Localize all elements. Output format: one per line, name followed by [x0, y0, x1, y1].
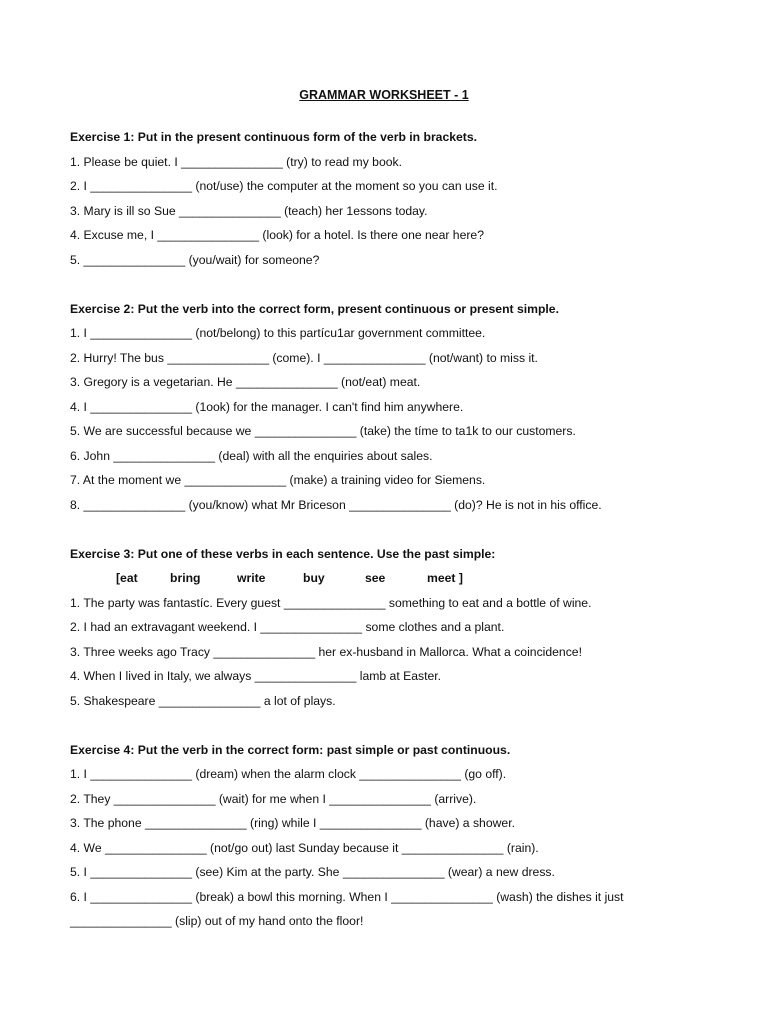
exercise-1: [70, 125, 728, 272]
exercise-heading: Exercise 4: Put the verb in the correct form: past simple or past continuous.: [70, 742, 511, 757]
exercise-line: 5. We are successful because we _______________ (take) the tíme to ta1k to our customers.: [70, 424, 576, 438]
exercise-line: 2. Hurry! The bus _______________ (come). I _______________ (not/want) to miss it.: [70, 350, 538, 365]
exercise-2: [70, 297, 728, 518]
exercise-3: [70, 542, 728, 714]
exercise-line: 3. The phone _______________ (ring) while I _______________ (have) a shower.: [70, 816, 515, 830]
exercise-line: 1. I _______________ (not/belong) to this partícu1ar government committee.: [70, 326, 486, 340]
exercise-line: 3. Mary is ill so Sue _______________ (teach) her 1essons today.: [70, 203, 428, 218]
exercise-line: 5. I _______________ (see) Kim at the party. She _______________ (wear) a new dress.: [70, 865, 555, 879]
section-gap: [70, 517, 728, 542]
exercise-4: [70, 738, 728, 934]
exercise-line: 3. Three weeks ago Tracy _______________ her ex-husband in Mallorca. What a coincidence!: [70, 644, 582, 659]
verb-bank-word: see: [365, 571, 386, 585]
verb-bank: [70, 566, 728, 591]
exercise-heading: Exercise 1: Put in the present continuous form of the verb in brackets.: [70, 130, 478, 144]
exercise-line: 6. I _______________ (break) a bowl this morning. When I _______________ (wash) the dishes it just: [70, 889, 624, 904]
exercise-line: 2. I had an extravagant weekend. I _______________ some clothes and a plant.: [70, 620, 505, 634]
verb-bank-word: [eat: [116, 571, 138, 585]
exercise-line: 1. I _______________ (dream) when the alarm clock _______________ (go off).: [70, 767, 507, 781]
exercise-line: 5. _______________ (you/wait) for someone?: [70, 252, 320, 267]
verb-bank-word: write: [237, 571, 266, 585]
section-gap: [70, 713, 728, 738]
exercise-line: 1. The party was fantastíc. Every guest _______________ something to eat and a bottle of wine.: [70, 595, 592, 610]
exercise-line: 5. Shakespeare _______________ a lot of plays.: [70, 693, 336, 708]
exercise-line: 4. I _______________ (1ook) for the manager. I can't find him anywhere.: [70, 399, 464, 414]
verb-bank-word: bring: [170, 571, 201, 585]
exercise-heading: Exercise 2: Put the verb into the correct form, present continuous or present simple.: [70, 301, 559, 316]
exercise-heading: Exercise 3: Put one of these verbs in each sentence. Use the past simple:: [70, 546, 496, 561]
exercise-line: 2. They _______________ (wait) for me when I _______________ (arrive).: [70, 791, 477, 806]
exercise-line: 4. We _______________ (not/go out) last Sunday because it _______________ (rain).: [70, 840, 539, 855]
exercise-line: 2. I _______________ (not/use) the computer at the moment so you can use it.: [70, 179, 498, 193]
verb-bank-word: meet ]: [427, 571, 463, 585]
exercise-line: 4. When I lived in Italy, we always _______________ lamb at Easter.: [70, 669, 442, 683]
section-gap: [70, 272, 728, 297]
exercise-line: 1. Please be quiet. I _______________ (try) to read my book.: [70, 154, 402, 169]
page-title: GRAMMAR WORKSHEET - 1: [299, 88, 469, 102]
exercise-line: 4. Excuse me, I _______________ (look) for a hotel. Is there one near here?: [70, 228, 484, 242]
exercise-line: _______________ (slip) out of my hand onto the floor!: [70, 914, 364, 928]
exercise-line: 8. _______________ (you/know) what Mr Briceson _______________ (do)? He is not in his office.: [70, 497, 602, 512]
exercise-line: 3. Gregory is a vegetarian. He _______________ (not/eat) meat.: [70, 375, 421, 389]
exercise-line: 7. At the moment we _______________ (make) a training video for Siemens.: [70, 473, 486, 487]
verb-bank-word: buy: [303, 571, 325, 585]
exercise-line: 6. John _______________ (deal) with all the enquiries about sales.: [70, 448, 433, 463]
